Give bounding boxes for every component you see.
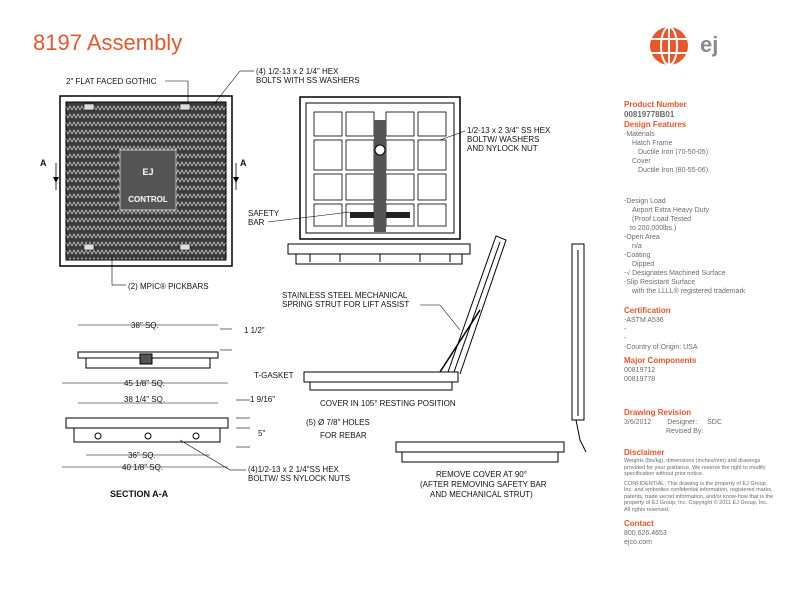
design-load: -Design Load <box>624 198 666 205</box>
contact-web: ejco.com <box>624 539 653 546</box>
disclaimer-text-1: Weights (lbs/kg), dimensions (inches/mm) and drawings provided for your guidance. We reserve the right to modify specification without prior notice. <box>624 458 766 477</box>
coating: -Coating <box>624 252 651 259</box>
strut-label-2: SPRING STRUT FOR LIFT ASSIST <box>282 300 410 309</box>
page-title: 8197 Assembly <box>33 30 183 55</box>
remove-cover-label-1: REMOVE COVER AT 90° <box>436 470 527 479</box>
disclaimer-heading: Disclaimer <box>624 448 665 457</box>
t-gasket-label: T-GASKET <box>254 371 294 380</box>
designer-label: Designer: <box>667 419 698 426</box>
nylock-label-2: BOLTW/ SS NYLOCK NUTS <box>248 474 351 483</box>
ej-globe-logo-icon <box>648 25 738 67</box>
section-a-right: A <box>240 158 247 168</box>
hex-bolts-label-2: BOLTS WITH SS WASHERS <box>256 76 360 85</box>
dim-1-9-16: 1 9/16" <box>250 395 276 404</box>
cover-removed-90-view <box>396 244 586 462</box>
hatch-frame-material: Ductile Iron (70-50-05) <box>638 149 709 156</box>
holes-label-2: FOR REBAR <box>320 431 367 440</box>
strut-label-1: STAINLESS STEEL MECHANICAL <box>282 291 408 300</box>
component-1: 00819712 <box>624 367 656 374</box>
remove-cover-label-2: (AFTER REMOVING SAFETY BAR <box>420 480 547 489</box>
major-components-heading: Major Components <box>624 356 697 365</box>
cert-2: - <box>624 326 627 333</box>
cover-control-text: CONTROL <box>128 195 168 204</box>
drawing-revision-heading: Drawing Revision <box>624 408 692 417</box>
dim-1-1-2: 1 1/2" <box>244 326 265 335</box>
section-a-left: A <box>40 158 47 168</box>
holes-label-1: (5) Ø 7/8" HOLES <box>306 418 370 427</box>
gothic-label: 2" FLAT FACED GOTHIC <box>66 77 157 86</box>
safety-bar-label-1: SAFETY <box>248 209 280 218</box>
open-area: -Open Area <box>624 234 660 241</box>
dim-38-1-4-sq: 38 1/4" SQ. <box>124 395 166 404</box>
coating-value: Dipped <box>632 261 655 268</box>
dim-40-1-8-sq: 40 1/8" SQ. <box>122 463 164 472</box>
nylock-label-1: (4)1/2-13 x 2 1/4"SS HEX <box>248 465 339 474</box>
slip-resistant-value: with the LLLL® registered trademark <box>632 288 746 295</box>
remove-cover-label-3: AND MECHANICAL STRUT) <box>430 490 533 499</box>
cover-underside-view <box>300 97 460 239</box>
ss-hex-label-1: 1/2-13 x 2 3/4" SS HEX <box>467 126 551 135</box>
revision-date: 3/6/2012 <box>624 419 652 426</box>
frame-side-view <box>288 244 470 264</box>
product-number: 00819778B01 <box>624 110 675 119</box>
cert-4: -Country of Origin: USA <box>624 344 698 351</box>
disclaimer-text-2: CONFIDENTIAL: This drawing is the property of EJ Group, Inc. and embodies confidential information, registered marks, patents, trade secret information, and/or know-how that is the property of EJ Group, Inc. Copyright © 2011 EJ Group, Inc. All rights reserved. <box>624 480 774 513</box>
certification-heading: Certification <box>624 306 671 315</box>
load-2: (Proof Load Tested <box>632 216 692 223</box>
dim-5: 5" <box>258 429 266 438</box>
cover-top-view <box>53 96 239 266</box>
section-a-a-title: SECTION A-A <box>110 489 169 499</box>
load-3: to 200,000lbs.) <box>630 225 677 232</box>
resting-position-label: COVER IN 105° RESTING POSITION <box>320 399 456 408</box>
ss-hex-label-3: AND NYLOCK NUT <box>467 144 538 153</box>
machined-surface: -√ Designates Machined Surface <box>624 270 726 277</box>
revision-row <box>624 418 789 427</box>
component-2: 00819778 <box>624 376 656 383</box>
dim-38-sq: 38" SQ. <box>131 321 159 330</box>
cert-3: - <box>624 335 627 342</box>
product-number-heading: Product Number <box>624 100 687 109</box>
materials: -Materials <box>624 131 655 138</box>
load-1: Airport Extra Heavy Duty <box>632 207 710 214</box>
cert-1: -ASTM A536 <box>624 317 664 324</box>
contact-heading: Contact <box>624 519 654 528</box>
hatch-frame: Hatch Frame <box>632 140 673 147</box>
hex-bolts-label-1: (4) 1/2-13 x 2 1/4" HEX <box>256 67 339 76</box>
brand-name: ej <box>700 32 719 57</box>
info-panel <box>624 100 789 547</box>
slip-resistant: -Slip Resistant Surface <box>624 279 696 286</box>
revised-by-label: Revised By: <box>666 428 704 435</box>
ss-hex-label-2: BOLTW/ WASHERS <box>467 135 540 144</box>
dim-45-1-8-sq: 45 1/8" SQ. <box>124 379 166 388</box>
cover-open-105-view <box>304 236 506 390</box>
design-features-heading: Design Features <box>624 120 687 129</box>
contact-phone: 800.626.4653 <box>624 530 667 537</box>
safety-bar-label-2: BAR <box>248 218 265 227</box>
cover-material: Ductile Iron (80-55-06) <box>638 167 709 174</box>
cover-logo-text: EJ <box>142 167 154 177</box>
dim-36-sq: 36" SQ. <box>128 451 156 460</box>
designer-value: SDC <box>707 419 722 426</box>
pickbars-label: (2) MPIC® PICKBARS <box>128 282 209 291</box>
open-area-value: n/a <box>632 243 642 250</box>
cover: Cover <box>632 158 651 165</box>
